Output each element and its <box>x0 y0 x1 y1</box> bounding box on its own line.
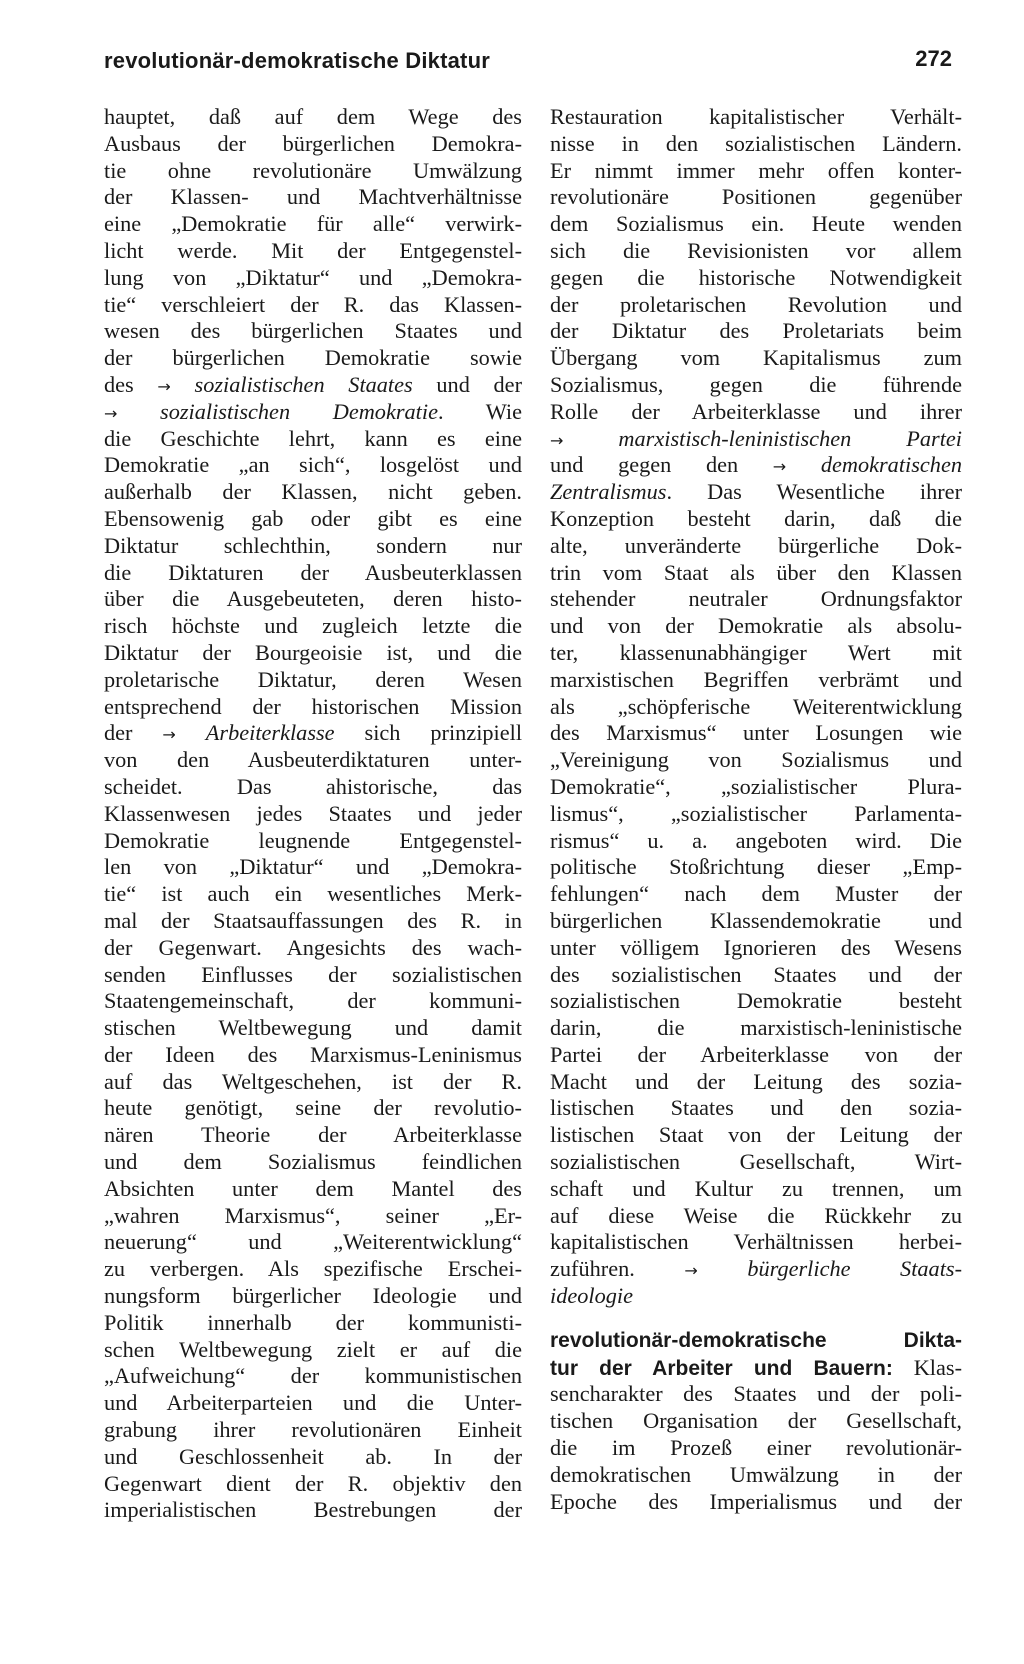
left-text-column <box>104 104 522 1524</box>
cross-reference-term: ideologie <box>550 1283 633 1309</box>
text-segment: der <box>104 720 163 746</box>
text-line: Rolle der Arbeiterklasse und ihrer <box>550 398 962 424</box>
text-line: des Marxismus“ unter Losungen wie <box>550 720 962 746</box>
cross-reference-arrow-icon: → <box>104 403 118 423</box>
text-line: wesen des bürgerlichen Staates und <box>104 318 522 344</box>
text-line: Demokratie „an sich“, losgelöst und <box>104 452 522 478</box>
entry-headword-line-1: revolutionär-demokratische Dikta- <box>550 1328 962 1352</box>
cross-reference-arrow-icon: → <box>157 376 171 396</box>
text-line: zu verbergen. Als spezifische Erschei- <box>104 1256 522 1282</box>
text-segment <box>176 720 206 745</box>
text-line: nären Theorie der Arbeiterklasse <box>104 1122 522 1148</box>
text-line: Gegenwart dient der R. objektiv den <box>104 1470 522 1496</box>
text-segment <box>786 452 821 477</box>
text-line <box>550 452 962 479</box>
cross-reference-arrow-icon: → <box>550 430 564 450</box>
text-line <box>104 399 522 426</box>
text-line: „wahren Marxismus“, seiner „Er- <box>104 1202 522 1228</box>
text-line: Demokratie leugnende Entgegenstel- <box>104 827 522 853</box>
text-line: fehlungen“ nach dem Muster der <box>550 881 962 907</box>
text-line: lung von „Diktatur“ und „Demokra- <box>104 264 522 290</box>
text-line: alte, unveränderte bürgerliche Dok- <box>550 532 962 558</box>
text-line: risch höchste und zugleich letzte die <box>104 613 522 639</box>
text-line: Er nimmt immer mehr offen konter- <box>550 157 962 183</box>
text-line: der Gegenwart. Angesichts des wach- <box>104 934 522 960</box>
text-line: nisse in den sozialistischen Ländern. <box>550 130 962 156</box>
text-segment <box>698 1256 748 1281</box>
text-line: Epoche des Imperialismus und der <box>550 1488 962 1514</box>
text-line: die Diktaturen der Ausbeuterklassen <box>104 559 522 585</box>
text-line: und von der Demokratie als absolu- <box>550 613 962 639</box>
text-line: die im Prozeß einer revolutionär- <box>550 1435 962 1461</box>
text-line: Übergang vom Kapitalismus zum <box>550 345 962 371</box>
text-line: Ebensowenig gab oder gibt es eine <box>104 505 522 531</box>
text-line: stehender neutraler Ordnungsfaktor <box>550 586 962 612</box>
text-line: rismus“ u. a. angeboten wird. Die <box>550 827 962 853</box>
text-line: Klassenwesen jedes Staates und jeder <box>104 800 522 826</box>
text-line: Politik innerhalb der kommunisti- <box>104 1309 522 1335</box>
text-line: Absichten unter dem Mantel des <box>104 1175 522 1201</box>
text-line: und dem Sozialismus feindlichen <box>104 1149 522 1175</box>
text-line: tie ohne revolutionäre Umwälzung <box>104 157 522 183</box>
text-line: sozialistischen Gesellschaft, Wirt- <box>550 1149 962 1175</box>
text-line: die Geschichte lehrt, kann es eine <box>104 425 522 451</box>
text-segment <box>563 426 618 451</box>
text-line: entsprechend der historischen Mission <box>104 693 522 719</box>
cross-reference-term: marxistisch-leninistischen Partei <box>618 425 962 451</box>
text-line: lismus“, „sozialistischer Parlamenta- <box>550 800 962 826</box>
text-line: der Ideen des Marxismus-Leninismus <box>104 1041 522 1067</box>
cross-reference-term: bürgerliche Staats- <box>747 1256 962 1282</box>
text-line: neuerung“ und „Weiterentwicklung“ <box>104 1229 522 1255</box>
text-line: mal der Staatsauffassungen des R. in <box>104 907 522 933</box>
text-segment: Klas- <box>892 1354 962 1380</box>
entry-gap <box>550 1310 962 1328</box>
text-segment: des <box>104 371 158 397</box>
text-line: Demokratie“, „sozialistischer Plura- <box>550 773 962 799</box>
text-line: gegen die historische Notwendigkeit <box>550 264 962 290</box>
text-line: unter völligem Ignorieren des Wesens <box>550 934 962 960</box>
text-line: nungsform bürgerlicher Ideologie und <box>104 1283 522 1309</box>
cross-reference-arrow-icon: → <box>162 725 176 745</box>
text-line: listischen Staates und den sozia- <box>550 1095 962 1121</box>
text-line: der Diktatur des Proletariats beim <box>550 318 962 344</box>
text-line: auf diese Weise die Rückkehr zu <box>550 1202 962 1228</box>
text-line: licht werde. Mit der Entgegenstel- <box>104 237 522 263</box>
text-line: Konzeption besteht darin, daß die <box>550 505 962 531</box>
text-line <box>550 1256 962 1283</box>
text-line: proletarische Diktatur, deren Wesen <box>104 666 522 692</box>
text-line: von den Ausbeuterdiktaturen unter- <box>104 747 522 773</box>
text-line: revolutionäre Positionen gegenüber <box>550 184 962 210</box>
text-line: schen Weltbewegung zielt er auf die <box>104 1336 522 1362</box>
text-line: und Arbeiterparteien und die Unter- <box>104 1390 522 1416</box>
text-line: über die Ausgebeuteten, deren histo- <box>104 586 522 612</box>
text-line: politische Stoßrichtung dieser „Emp- <box>550 854 962 880</box>
text-line: als „schöpferische Weiterentwicklung <box>550 693 962 719</box>
text-line: imperialistischen Bestrebungen der <box>104 1497 522 1523</box>
text-line: sencharakter des Staates und der poli- <box>550 1381 962 1407</box>
text-line: listischen Staat von der Leitung der <box>550 1122 962 1148</box>
text-segment: zuführen. <box>550 1256 685 1282</box>
text-line: Sozialismus, gegen die führende <box>550 371 962 397</box>
text-line: Macht und der Leitung des sozia- <box>550 1068 962 1094</box>
cross-reference-term: demokratischen <box>820 452 962 478</box>
text-line: auf das Weltgeschehen, ist der R. <box>104 1068 522 1094</box>
text-line: marxistischen Begriffen verbrämt und <box>550 666 962 692</box>
text-line <box>104 720 522 747</box>
cross-reference-term: sozialistischen Staates <box>194 371 413 397</box>
text-line: dem Sozialismus ein. Heute wenden <box>550 211 962 237</box>
text-line: außerhalb der Klassen, nicht geben. <box>104 479 522 505</box>
text-line: senden Einflusses der sozialistischen <box>104 961 522 987</box>
text-line: darin, die marxistisch-leninistische <box>550 1015 962 1041</box>
text-line: der bürgerlichen Demokratie sowie <box>104 345 522 371</box>
text-line: eine „Demokratie für alle“ verwirk- <box>104 211 522 237</box>
page-number: 272 <box>915 46 952 71</box>
text-line: Diktatur schlechthin, sondern nur <box>104 532 522 558</box>
entry-headword-line-2 <box>550 1355 962 1382</box>
text-line: Restauration kapitalistischer Verhält- <box>550 104 962 129</box>
cross-reference-arrow-icon: → <box>772 457 787 477</box>
text-line: tischen Organisation der Gesellschaft, <box>550 1408 962 1434</box>
text-line: demokratischen Umwälzung in der <box>550 1461 962 1487</box>
text-line: der Klassen- und Machtverhältnisse <box>104 184 522 210</box>
text-line: schaft und Kultur zu trennen, um <box>550 1175 962 1201</box>
text-segment <box>117 399 160 424</box>
entry-headword: tur der Arbeiter und Bauern: <box>550 1356 893 1380</box>
cross-reference-term: sozialistischen Demokratie <box>160 398 438 424</box>
right-text-column <box>550 104 962 1515</box>
text-line: tie“ ist auch ein wesentliches Merk- <box>104 881 522 907</box>
text-segment: sich prinzipiell <box>334 720 522 746</box>
text-line: Staatengemeinschaft, der kommuni- <box>104 988 522 1014</box>
text-segment <box>171 372 195 397</box>
text-line: des sozialistischen Staates und der <box>550 961 962 987</box>
cross-reference-term: Arbeiterklasse <box>205 720 335 746</box>
text-segment: . Wie <box>437 398 522 424</box>
text-line <box>550 426 962 453</box>
text-line: der proletarischen Revolution und <box>550 291 962 317</box>
text-line: Diktatur der Bourgeoisie ist, und die <box>104 639 522 665</box>
text-line: und Geschlossenheit ab. In der <box>104 1443 522 1469</box>
text-line: tie“ verschleiert der R. das Klassen- <box>104 291 522 317</box>
text-segment: . Das Wesentliche ihrer <box>666 479 962 505</box>
text-line <box>104 372 522 399</box>
cross-reference-arrow-icon: → <box>684 1261 698 1281</box>
text-line: len von „Diktatur“ und „Demokra- <box>104 854 522 880</box>
text-line: bürgerlichen Klassendemokratie und <box>550 907 962 933</box>
running-head: revolutionär-demokratische Diktatur <box>104 48 490 73</box>
text-line: Ausbaus der bürgerlichen Demokra- <box>104 130 522 156</box>
text-line: kapitalistischen Verhältnissen herbei- <box>550 1229 962 1255</box>
text-line: sich die Revisionisten vor allem <box>550 237 962 263</box>
text-line: grabung ihrer revolutionären Einheit <box>104 1417 522 1443</box>
text-line: Partei der Arbeiterklasse von der <box>550 1041 962 1067</box>
text-line: heute genötigt, seine der revolutio- <box>104 1095 522 1121</box>
text-line: ter, klassenunabhängiger Wert mit <box>550 639 962 665</box>
text-line: stischen Weltbewegung und damit <box>104 1015 522 1041</box>
text-segment: und gegen den <box>550 452 773 478</box>
text-line <box>550 479 962 506</box>
text-line: „Vereinigung von Sozialismus und <box>550 747 962 773</box>
text-line <box>550 1283 962 1310</box>
text-line: scheidet. Das ahistorische, das <box>104 773 522 799</box>
text-line: trin vom Staat als über den Klassen <box>550 559 962 585</box>
text-segment: und der <box>412 371 522 397</box>
text-line: „Aufweichung“ der kommunistischen <box>104 1363 522 1389</box>
text-line: hauptet, daß auf dem Wege des <box>104 104 522 129</box>
text-line: sozialistischen Demokratie besteht <box>550 988 962 1014</box>
cross-reference-term: Zentralismus <box>550 479 667 505</box>
